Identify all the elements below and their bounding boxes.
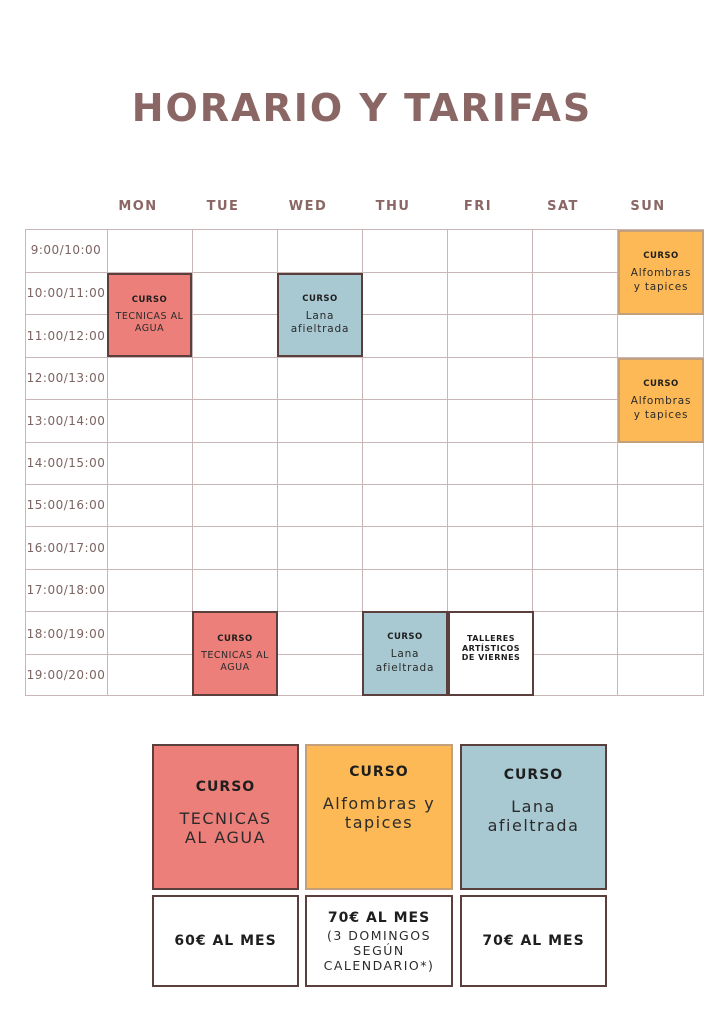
event-name: Lana afieltrada	[375, 648, 435, 674]
grid-row-divider	[25, 484, 704, 485]
time-label: 12:00/13:00	[26, 371, 106, 385]
price-label: 70€ AL MES	[327, 909, 431, 926]
event-name: Alfombras y tapices	[630, 267, 692, 293]
pricing-kicker: CURSO	[503, 767, 564, 783]
price-label: 70€ AL MES	[482, 933, 585, 949]
time-label: 13:00/14:00	[26, 414, 106, 428]
pricing-card-lana	[460, 744, 607, 890]
pricing-course-name: Alfombras y tapices	[322, 794, 436, 833]
price-box-tecnicas	[152, 895, 299, 987]
time-label: 15:00/16:00	[26, 498, 106, 512]
event-name: TECNICAS AL AGUA	[115, 311, 184, 334]
event-mon-tecnicas	[107, 273, 192, 357]
pricing-kicker: CURSO	[349, 764, 409, 780]
time-label: 19:00/20:00	[26, 668, 106, 682]
event-tue-tecnicas	[192, 611, 278, 696]
time-label: 10:00/11:00	[26, 286, 106, 300]
grid-row-divider	[25, 357, 704, 358]
event-kicker: TALLERES ARTÍSTICOS DE VIERNES	[461, 634, 521, 663]
price-box-lana	[460, 895, 607, 987]
event-kicker: CURSO	[217, 633, 253, 644]
event-name: Alfombras y tapices	[630, 395, 692, 421]
grid-row-divider	[25, 442, 704, 443]
day-header-thu: THU	[375, 199, 411, 214]
event-kicker: CURSO	[643, 251, 679, 262]
pricing-card-tecnicas	[152, 744, 299, 890]
time-label: 16:00/17:00	[26, 541, 106, 555]
time-label: 17:00/18:00	[26, 583, 106, 597]
event-kicker: CURSO	[131, 295, 168, 306]
price-label: 60€ AL MES	[174, 933, 277, 949]
day-header-fri: FRI	[463, 199, 493, 214]
time-label: 14:00/15:00	[26, 456, 106, 470]
pricing-course-name: Lana afieltrada	[487, 797, 580, 836]
pricing-course-name: TECNICAS AL AGUA	[179, 809, 272, 848]
price-note: (3 DOMINGOS SEGÚN CALENDARIO*)	[323, 927, 435, 973]
pricing-kicker: CURSO	[195, 779, 256, 795]
pricing-card-alfombras	[305, 744, 453, 890]
time-label: 9:00/10:00	[30, 243, 102, 257]
price-box-alfombras	[305, 895, 453, 987]
time-label: 11:00/12:00	[26, 329, 106, 343]
day-header-mon: MON	[118, 199, 158, 214]
event-sun-alfombras-midday	[618, 358, 704, 443]
page-title: HORARIO Y TARIFAS	[131, 86, 593, 130]
event-fri-talleres	[448, 611, 534, 696]
grid-row-divider	[25, 526, 704, 527]
grid-row-divider	[25, 399, 704, 400]
event-name: TECNICAS AL AGUA	[201, 649, 269, 673]
event-kicker: CURSO	[387, 632, 423, 643]
event-sun-alfombras-morning	[618, 230, 704, 315]
day-header-wed: WED	[288, 199, 328, 214]
day-header-tue: TUE	[206, 199, 240, 214]
event-thu-lana	[362, 611, 448, 696]
day-header-sun: SUN	[630, 199, 666, 214]
grid-row-divider	[25, 569, 704, 570]
day-header-sat: SAT	[547, 199, 579, 214]
event-kicker: CURSO	[302, 293, 338, 304]
time-label: 18:00/19:00	[26, 627, 106, 641]
event-wed-lana	[277, 273, 363, 357]
event-kicker: CURSO	[643, 379, 679, 390]
event-name: Lana afieltrada	[290, 309, 350, 335]
